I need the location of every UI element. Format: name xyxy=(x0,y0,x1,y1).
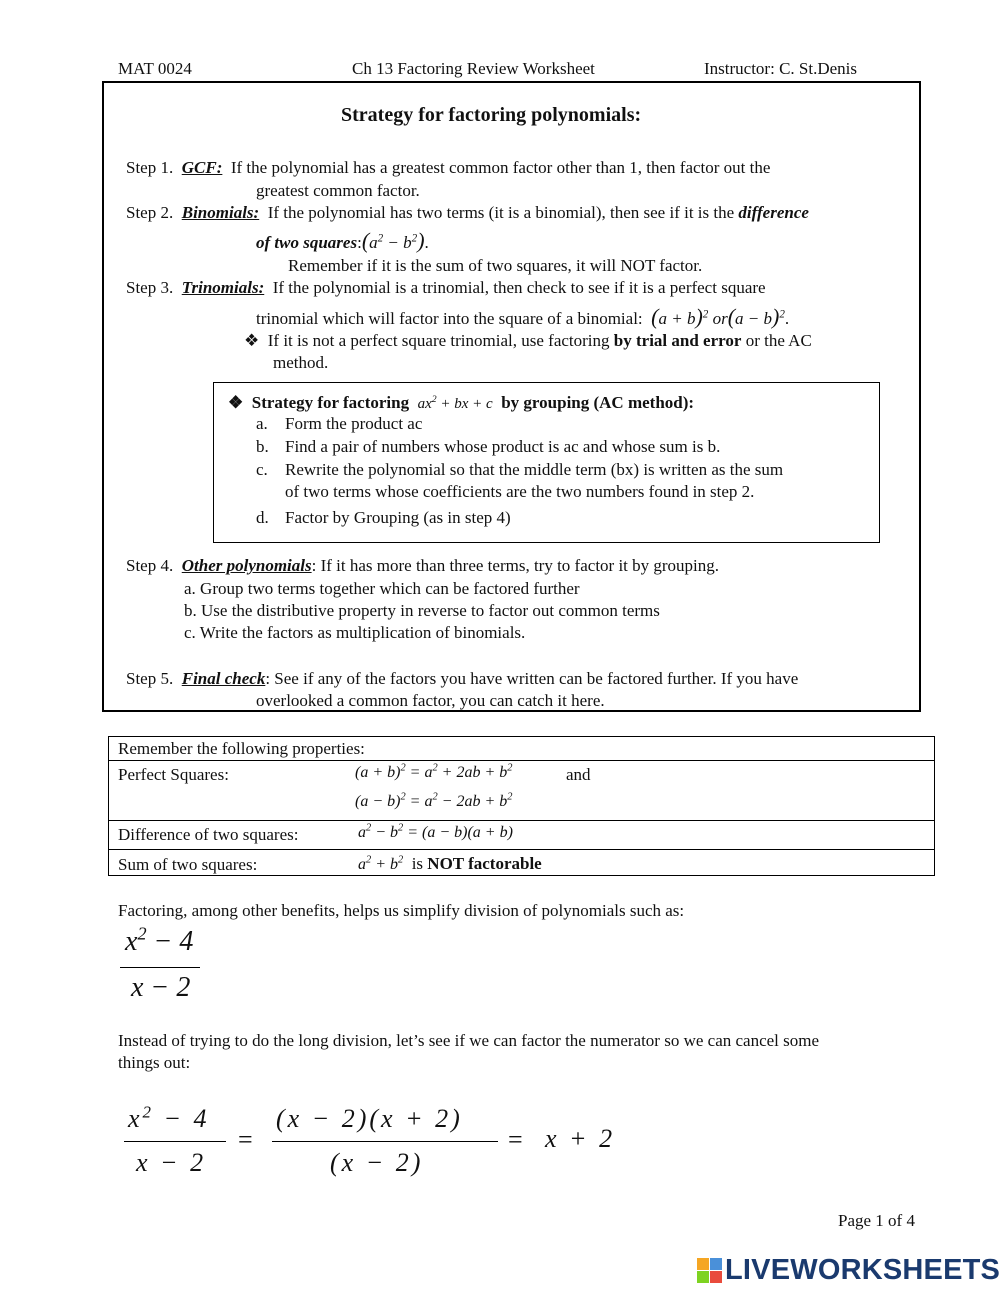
course-code: MAT 0024 xyxy=(118,59,192,78)
step3-bullet-end2: method. xyxy=(273,353,329,372)
step3-text: If the polynomial is a trinomial, then check to see if it is a perfect square xyxy=(272,278,766,297)
fraction-denominator: x − 2 xyxy=(131,972,191,1003)
eq-left-numerator: $x^2 - 4$ xyxy=(128,1102,210,1133)
ac-title-pre: Strategy for factoring xyxy=(251,393,410,412)
step5-label: Step 5. xyxy=(126,669,174,688)
step4-label: Step 4. xyxy=(126,556,174,575)
diamond-bullet-icon: ❖ xyxy=(244,331,260,350)
step2-line2: of two $squares:(a^2 - b^2)$. xyxy=(256,228,429,253)
table-divider xyxy=(109,760,934,761)
ac-item-marker: d. xyxy=(256,508,269,527)
perfect-square-formula-2: $(a - b)^2 = a^2 - 2ab + b^2$ xyxy=(355,791,513,810)
step3 xyxy=(126,278,766,298)
step4-item-c: c. Write the factors as multiplication of binomials. xyxy=(184,623,526,642)
intro-text: Factoring, among other benefits, helps us simplify division of polynomials such as: xyxy=(118,901,685,920)
instead-text2: things out: xyxy=(118,1053,191,1072)
step2-emph: difference xyxy=(738,203,809,222)
eq-mid-denominator: (x − 2) xyxy=(330,1148,424,1177)
ac-title-post: by grouping (AC method): xyxy=(501,393,695,412)
table-divider xyxy=(109,849,934,850)
step5 xyxy=(126,669,798,689)
eq-equals-1: = xyxy=(238,1125,253,1154)
step4 xyxy=(126,556,719,576)
fraction-numerator: $x^2 - 4$ xyxy=(125,923,194,957)
step1-text: If the polynomial has a greatest common factor other than 1, then factor out the xyxy=(230,158,771,177)
ac-item-c xyxy=(256,460,784,480)
step2-text: If the polynomial has two terms (it is a binomial), then see if it is the xyxy=(267,203,735,222)
ac-item-text: Form the product ac xyxy=(285,414,423,433)
step4-item-a: a. Group two terms together which can be factored further xyxy=(184,579,580,598)
step3-bullet-text: If it is not a perfect square trinomial, use factoring xyxy=(267,331,610,350)
ac-item-c-cont: of two terms whose coefficients are the two numbers found in step 2. xyxy=(285,482,755,501)
logo-text: LIVEWORKSHEETS xyxy=(725,1254,1000,1286)
perfect-square-formula-1: $(a + b)^2 = a^2 + 2ab + b^2$ xyxy=(355,762,513,781)
difference-formula: $a^2 - b^2 = (a - b)(a + b)$ xyxy=(358,822,513,841)
ac-title: ❖ Strategy for factoring $ax^2$ + bx + c by grouping (AC method): xyxy=(228,393,695,412)
step5-text: : See if any of the factors you have written can be factored further. If you have xyxy=(265,669,799,688)
logo-cubes-icon xyxy=(697,1258,723,1284)
step1-text2: greatest common factor. xyxy=(256,181,420,200)
step3-bullet-end: or the AC xyxy=(745,331,812,350)
strategy-heading: Strategy for factoring polynomials: xyxy=(341,104,642,126)
ac-item-text: Factor by Grouping (as in step 4) xyxy=(285,508,511,527)
step2-note: Remember if it is the sum of two squares, it will NOT factor. xyxy=(288,256,703,275)
sum-label: Sum of two squares: xyxy=(118,855,258,874)
ac-item-b xyxy=(256,437,721,457)
step1 xyxy=(126,158,770,178)
page-number: Page 1 of 4 xyxy=(838,1211,915,1230)
eq-left-denominator: x − 2 xyxy=(136,1148,207,1177)
properties-header: Remember the following properties: xyxy=(118,739,365,758)
eq-mid-numerator: (x − 2)(x + 2) xyxy=(276,1104,463,1133)
step4-item-b: b. Use the distributive property in reverse to factor out common terms xyxy=(184,601,660,620)
instead-text: Instead of trying to do the long division, let’s see if we can factor the numerator so we can cancel some xyxy=(118,1031,820,1050)
step2-label: Step 2. xyxy=(126,203,174,222)
step2 xyxy=(126,203,809,223)
worksheet-title: Ch 13 Factoring Review Worksheet xyxy=(352,59,595,78)
step3-name: Trinomials: xyxy=(181,278,265,297)
step1-name: GCF: xyxy=(181,158,223,177)
ac-item-text: Find a pair of numbers whose product is ac and whose sum is b. xyxy=(285,437,721,456)
perfect-squares-label: Perfect Squares: xyxy=(118,765,229,784)
eq-equals-2: = xyxy=(508,1125,523,1154)
sum-not-factorable: NOT factorable xyxy=(427,854,542,873)
ac-item-marker: b. xyxy=(256,437,269,456)
eq-mid-bar xyxy=(272,1141,498,1142)
step5-name: Final check xyxy=(181,669,266,688)
instructor-name: Instructor: C. St.Denis xyxy=(704,59,857,78)
ac-item-marker: a. xyxy=(256,414,268,433)
sum-is: is xyxy=(411,854,424,873)
step4-name: Other polynomials xyxy=(181,556,312,575)
step2-emph2: of two squares xyxy=(256,233,358,252)
ac-item-text: Rewrite the polynomial so that the middle term (bx) is written as the sum xyxy=(285,460,784,479)
difference-label: Difference of two squares: xyxy=(118,825,299,844)
step5-text2: overlooked a common factor, you can catch it here. xyxy=(256,691,605,710)
ac-item-a xyxy=(256,414,423,434)
step3-line2: trinomial which will factor into the square of a binomial: $(a + b)^2$ $or(a - b)^2$. xyxy=(256,304,790,329)
step1-label: Step 1. xyxy=(126,158,174,177)
step3-text2: trinomial which will factor into the square of a binomial: xyxy=(256,309,643,328)
eq-left-bar xyxy=(124,1141,226,1142)
fraction-bar xyxy=(120,967,200,968)
diamond-bullet-icon: ❖ xyxy=(228,393,244,412)
step3-bullet-bold: by trial and error xyxy=(613,331,742,350)
step4-text: : If it has more than three terms, try to factor it by grouping. xyxy=(311,556,720,575)
eq-result: x + 2 xyxy=(545,1124,616,1153)
sum-formula: $a^2 + b^2$ is NOT factorable xyxy=(358,854,542,873)
ac-item-d xyxy=(256,508,511,528)
step2-name: Binomials: xyxy=(181,203,260,222)
table-divider xyxy=(109,820,934,821)
and-text: and xyxy=(566,765,591,784)
step3-bullet xyxy=(244,331,812,351)
ac-item-marker: c. xyxy=(256,460,268,479)
step3-or: or xyxy=(712,309,728,328)
step3-label: Step 3. xyxy=(126,278,174,297)
